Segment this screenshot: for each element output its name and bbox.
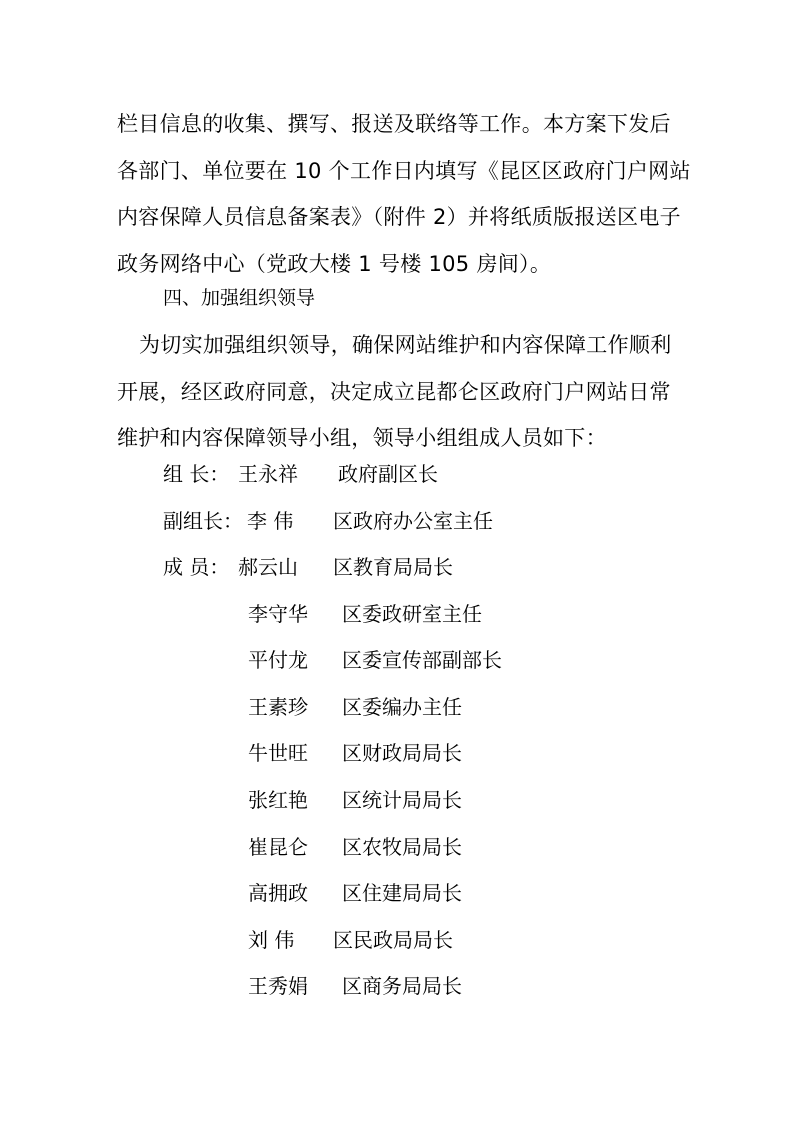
member-role: 成 员：	[163, 555, 230, 579]
paragraph-line: 各部门、单位要在 10 个工作日内填写《昆区区政府门户网站	[117, 158, 691, 183]
member-title: 区统计局局长	[342, 788, 462, 812]
member-title: 区委政研室主任	[342, 602, 482, 626]
member-title: 区民政局局长	[333, 928, 453, 952]
member-name: 崔昆仑	[248, 835, 308, 859]
paragraph-line: 内容保障人员信息备案表》（附件 2）并将纸质版报送区电子	[117, 205, 681, 229]
member-title: 区住建局局长	[342, 881, 462, 905]
member-title: 区教育局局长	[333, 555, 453, 579]
member-role: 副组长：	[163, 509, 243, 533]
member-title: 区委编办主任	[342, 695, 462, 719]
member-title: 区商务局局长	[342, 974, 462, 998]
paragraph-line: 为切实加强组织领导，确保网站维护和内容保障工作顺利	[139, 333, 672, 357]
member-name: 郝云山	[238, 555, 298, 579]
member-name: 李守华	[248, 602, 308, 626]
paragraph-line: 栏目信息的收集、撰写、报送及联络等工作。本方案下发后	[117, 112, 671, 136]
member-name: 平付龙	[248, 648, 308, 672]
member-name: 刘 伟	[248, 928, 295, 952]
paragraph-line: 政务网络中心（党政大楼 1 号楼 105 房间）。	[117, 251, 552, 276]
member-name: 张红艳	[248, 788, 308, 812]
paragraph-line: 维护和内容保障领导小组，领导小组组成人员如下：	[117, 426, 607, 450]
member-name: 牛世旺	[248, 741, 308, 765]
section-heading: 四、加强组织领导	[163, 287, 316, 309]
paragraph-leadership	[117, 322, 687, 462]
member-title: 区委宣传部副部长	[342, 648, 502, 672]
member-name: 王秀娟	[248, 974, 308, 998]
member-role: 组 长：	[163, 462, 230, 486]
member-name: 李 伟	[247, 509, 294, 533]
member-title: 区财政局局长	[342, 741, 462, 765]
member-title: 政府副区长	[338, 462, 438, 486]
member-title: 区政府办公室主任	[333, 509, 493, 533]
member-title: 区农牧局局长	[342, 835, 462, 859]
paragraph-line: 开展，经区政府同意，决定成立昆都仑区政府门户网站日常	[117, 379, 671, 404]
paragraph-work-assignment	[117, 101, 691, 287]
member-name: 高拥政	[248, 881, 308, 905]
member-name: 王永祥	[238, 462, 298, 486]
member-name: 王素珍	[248, 695, 308, 719]
